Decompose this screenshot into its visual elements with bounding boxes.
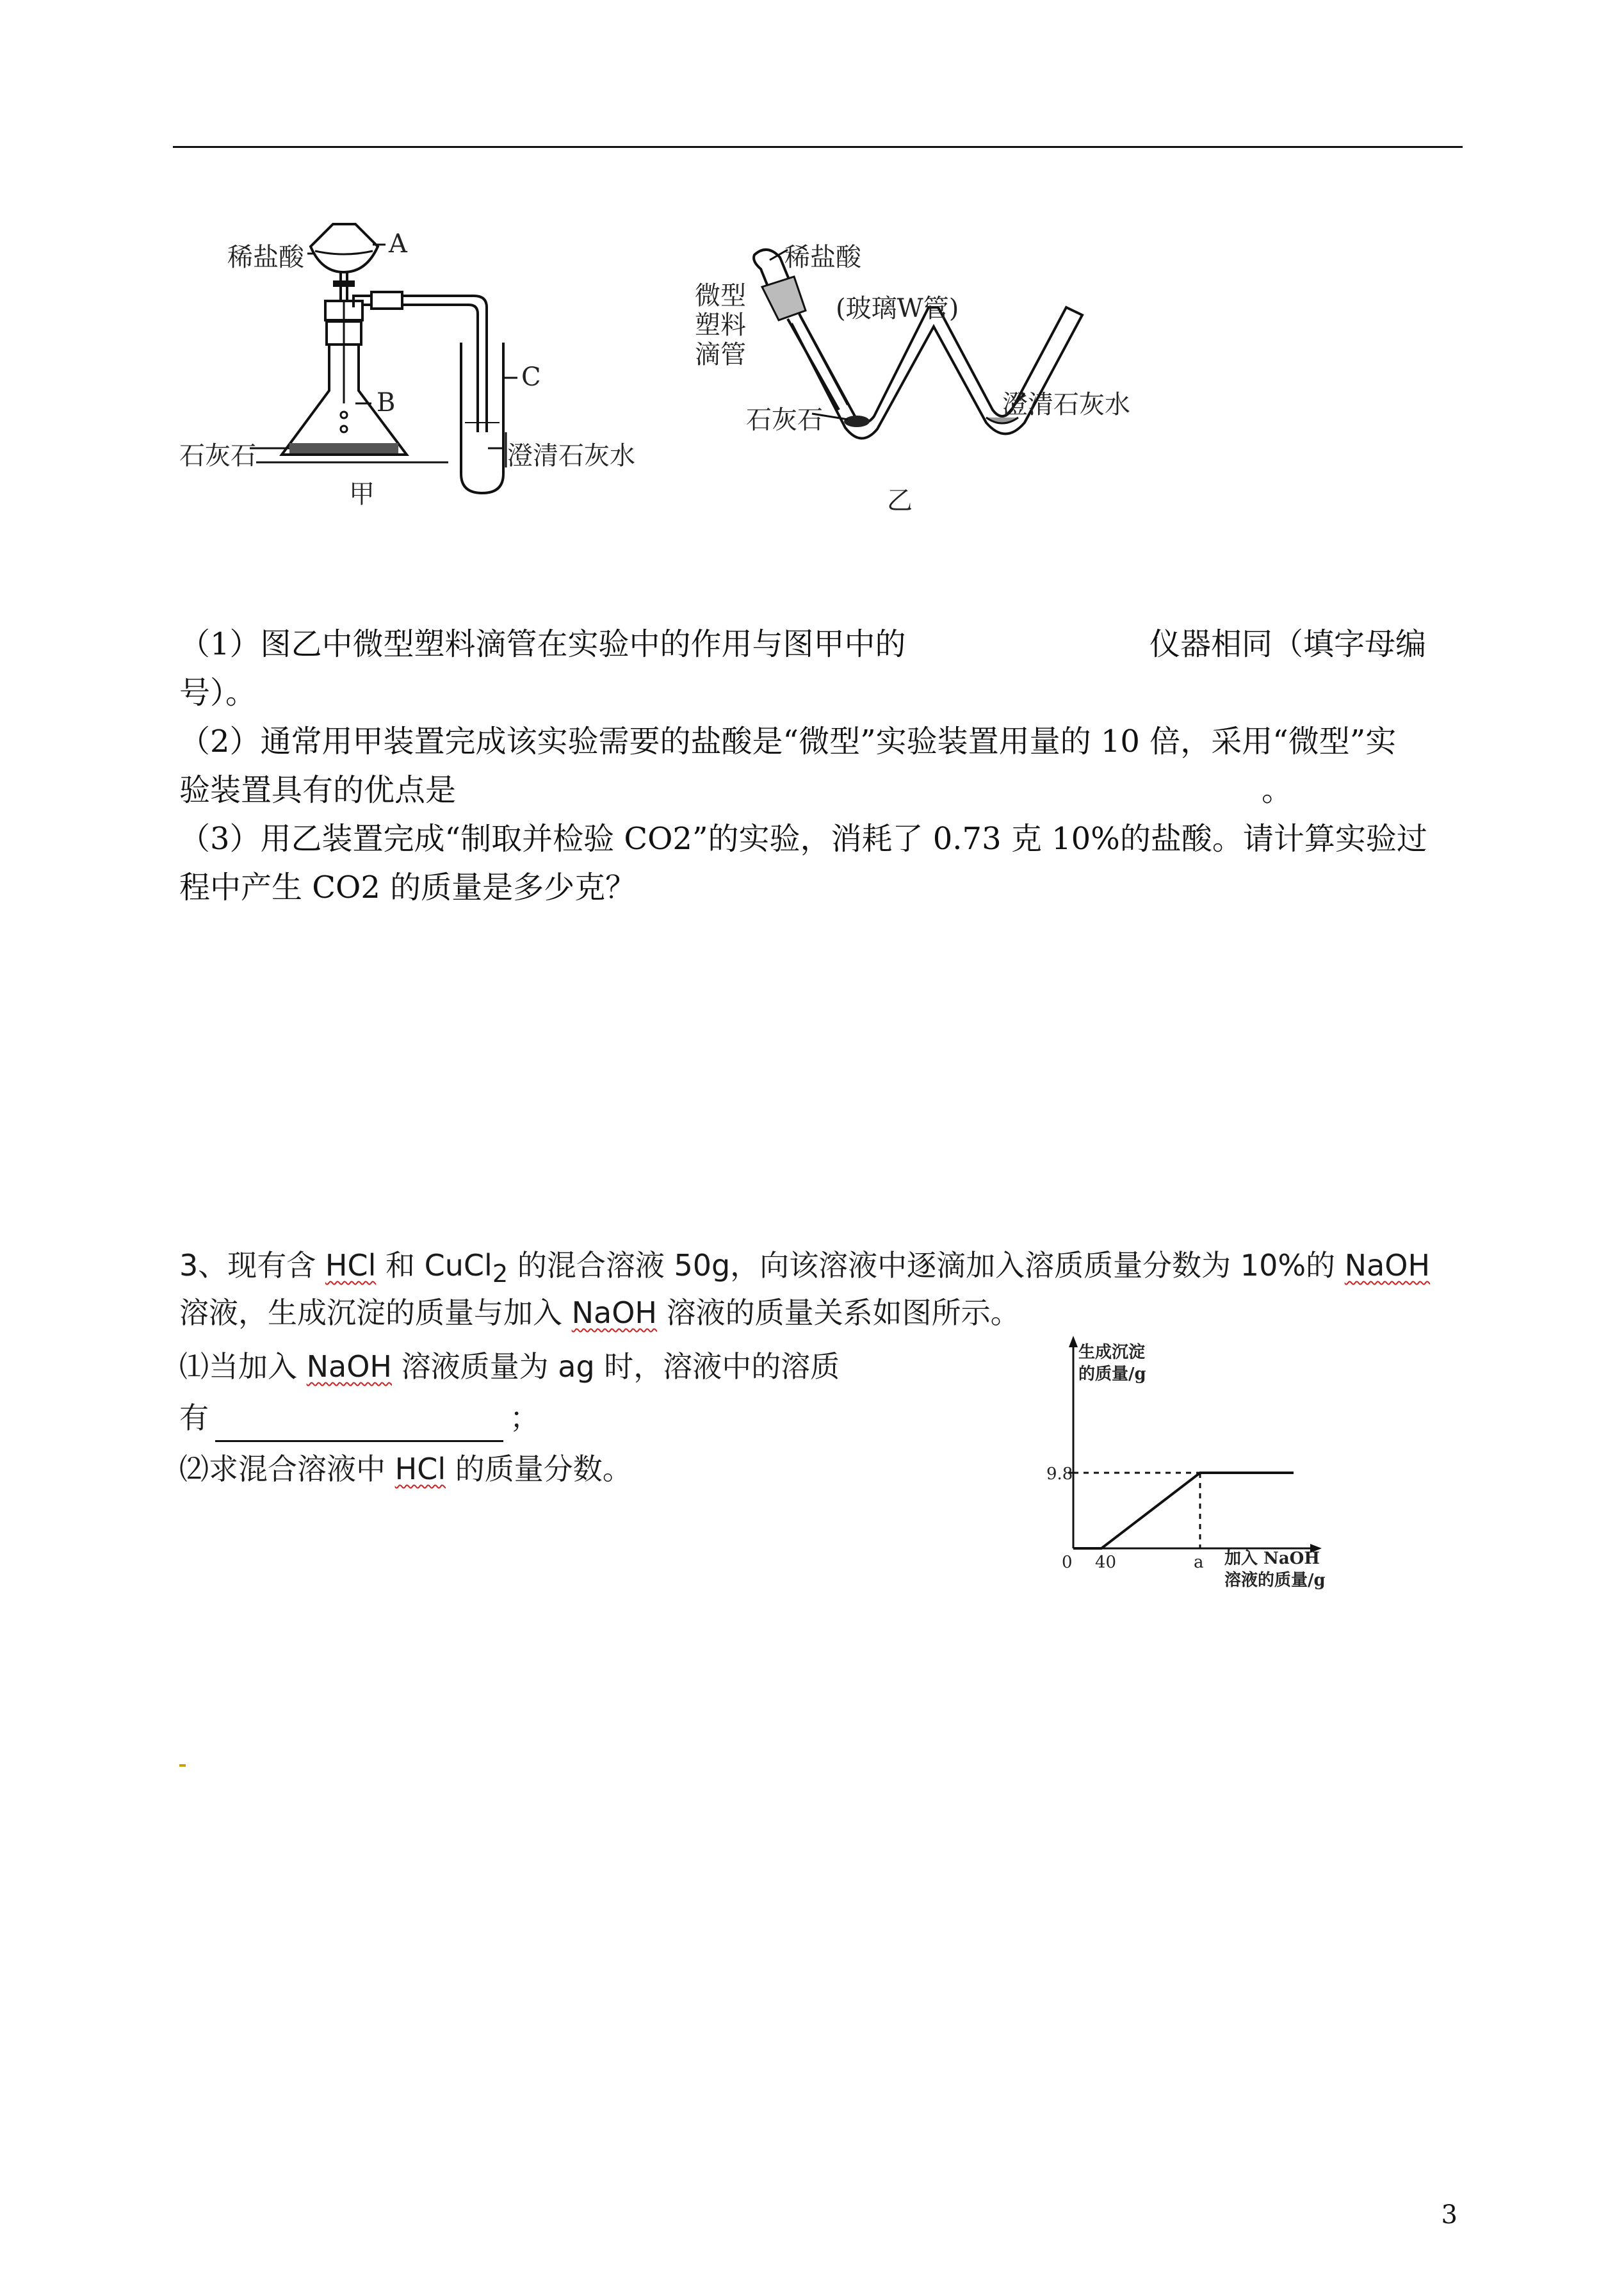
question-2-line-2: 验装置具有的优点是 (179, 772, 457, 808)
answer-blank[interactable] (215, 1409, 503, 1442)
jia-caption: 甲 (349, 480, 375, 509)
question-1-line-2: 号）。 (179, 675, 257, 711)
origin-label: 0 (1062, 1553, 1073, 1572)
problem-3-sub-2: ⑵求混合溶液中 HCl 的质量分数。 (179, 1452, 632, 1486)
problem-3-sub-1-answer: 有 ； (179, 1393, 539, 1442)
problem-3-sub-1: ⑴当加入 NaOH 溶液质量为 ag 时，溶液中的溶质 (179, 1349, 840, 1384)
x-axis-label-line-1: 加入 NaOH (1224, 1549, 1320, 1568)
y-axis-label-line-2: 的质量/g (1078, 1365, 1146, 1384)
yi-label-acid: 稀盐酸 (784, 243, 861, 272)
x-tick-a: a (1194, 1553, 1204, 1572)
x-axis-label-line-2: 溶液的质量/g (1224, 1571, 1326, 1590)
yi-label-limewater: 澄清石灰水 (1002, 390, 1130, 419)
question-2-line-1: （2）通常用甲装置完成该实验需要的盐酸是“微型”实验装置用量的 10 倍，采用“微型”实 (179, 724, 1397, 759)
question-3-line-1: （3）用乙装置完成“制取并检验 CO2”的实验，消耗了 0.73 克 10%的盐酸。请计算实验过 (179, 821, 1427, 857)
yi-label-dropper-2: 塑料 (695, 311, 746, 340)
y-axis-label-line-1: 生成沉淀 (1078, 1343, 1146, 1362)
problem-3-line-1: 3、现有含 HCl 和 CuCl$_2$ 的混合溶液 50g，向该溶液中逐滴加入溶质质量分数为 10%的 NaOH (179, 1248, 1431, 1289)
jia-label-acid: 稀盐酸 (227, 243, 304, 272)
question-3-line-2: 程中产生 CO2 的质量是多少克？ (179, 870, 637, 905)
jia-label-b: B (377, 388, 396, 418)
problem-3-line-2: 溶液，生成沉淀的质量与加入 NaOH 溶液的质量关系如图所示。 (179, 1295, 1020, 1330)
jia-label-a: A (389, 229, 407, 259)
yi-label-dropper-3: 滴管 (695, 340, 746, 369)
stray-mark (179, 1764, 186, 1767)
jia-label-limestone: 石灰石 (179, 441, 256, 471)
y-tick-9-8: 9.8 (1046, 1464, 1073, 1484)
question-1-line-1: （1）图乙中微型塑料滴管在实验中的作用与图甲中的 (179, 626, 906, 662)
precipitate-chart (1037, 1332, 1396, 1601)
series-line (1073, 1473, 1294, 1548)
question-2-line-2-end: 。 (1262, 772, 1293, 808)
y-axis-arrow (1069, 1336, 1078, 1347)
header-rule (173, 146, 1463, 148)
yi-caption: 乙 (887, 486, 913, 515)
yi-label-dropper-1: 微型 (695, 281, 746, 311)
question-1-line-1-end: 仪器相同（填字母编 (1149, 626, 1427, 662)
yi-label-limestone: 石灰石 (746, 405, 823, 435)
jia-label-c: C (521, 362, 541, 392)
x-tick-40: 40 (1095, 1553, 1117, 1572)
yi-label-tube: (玻璃W管) (836, 294, 959, 323)
jia-label-limewater: 澄清石灰水 (507, 441, 635, 471)
page-number: 3 (1441, 2200, 1458, 2230)
